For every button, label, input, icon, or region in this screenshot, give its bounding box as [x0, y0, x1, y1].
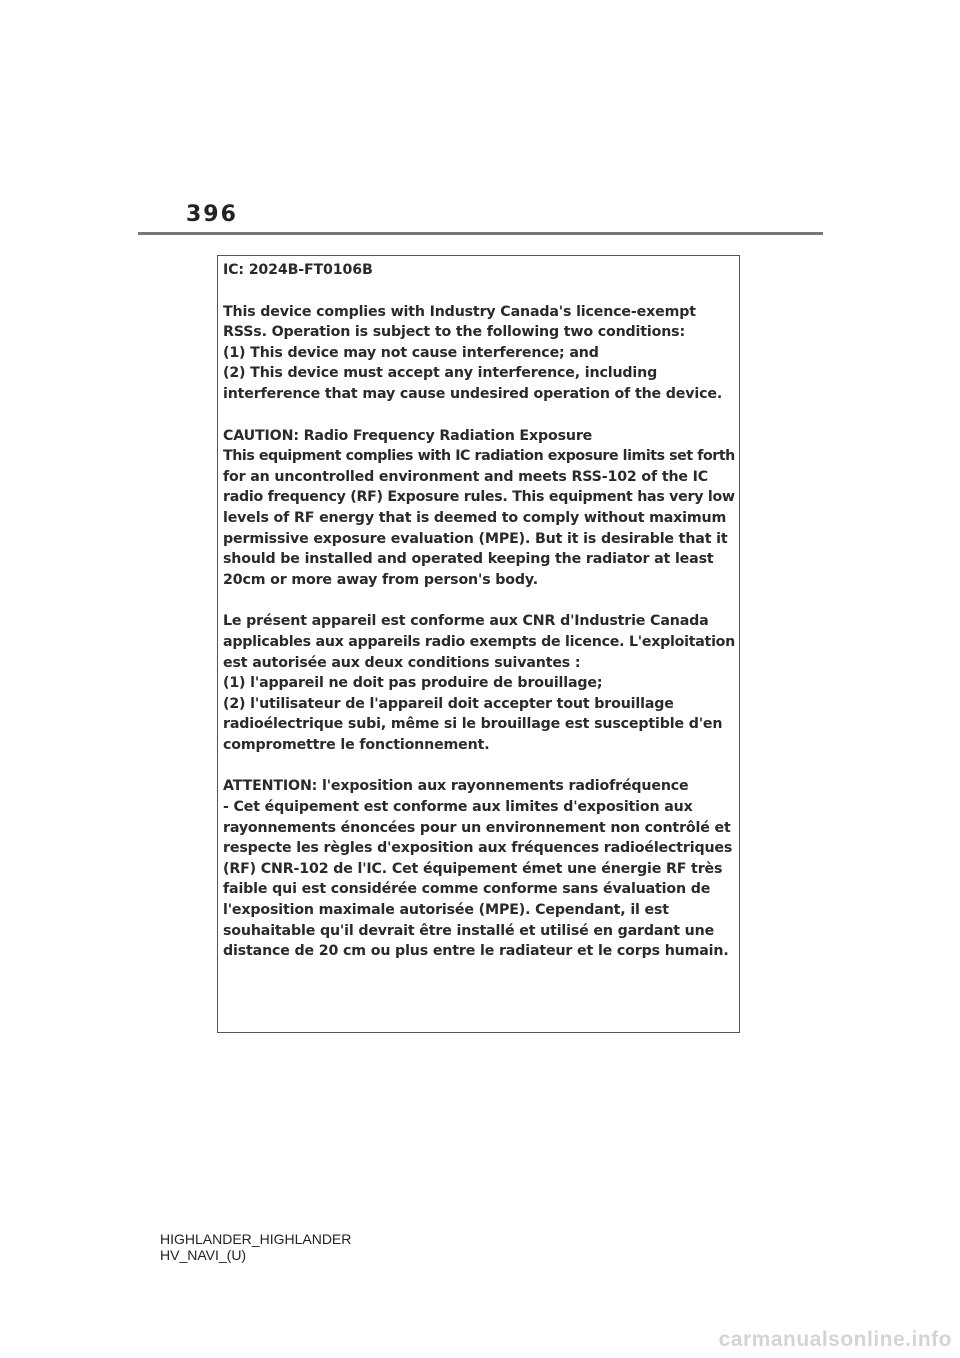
notice-line: permissive exposure evaluation (MPE). But it is desirable that it [223, 530, 728, 547]
notice-line: (1) l'appareil ne doit pas produire de brouillage; [223, 675, 603, 692]
notice-line: l'exposition maximale autorisée (MPE). Cependant, il est [223, 902, 669, 919]
notice-line: levels of RF energy that is deemed to comply without maximum [223, 509, 727, 526]
notice-line: faible qui est considérée comme conforme sans évaluation de [223, 881, 711, 898]
notice-paragraph [223, 260, 735, 281]
notice-line: (2) l'utilisateur de l'appareil doit accepter tout brouillage [223, 695, 674, 712]
notice-line: ATTENTION: l'exposition aux rayonnements radiofréquence [223, 778, 689, 795]
notice-line: This device complies with Industry Canada's licence-exempt [223, 303, 696, 320]
notice-paragraph [223, 776, 735, 961]
notice-line: 20cm or more away from person's body. [223, 571, 538, 588]
notice-line: Le présent appareil est conforme aux CNR d'Industrie Canada [223, 613, 709, 630]
notice-line: radio frequency (RF) Exposure rules. This equipment has very low [223, 489, 735, 506]
footer-model-line-2: HV_NAVI_(U) [160, 1247, 247, 1263]
notice-line: RSSs. Operation is subject to the following two conditions: [223, 324, 685, 341]
watermark: carmanualsonline.info [718, 1328, 952, 1351]
page-number: 396 [186, 202, 238, 227]
notice-line: IC: 2024B-FT0106B [223, 262, 373, 278]
notice-line: interference that may cause undesired operation of the device. [223, 385, 723, 402]
notice-line: (1) This device may not cause interference; and [223, 344, 599, 361]
notice-line: CAUTION: Radio Frequency Radiation Exposure [223, 427, 593, 444]
notice-paragraph [223, 426, 735, 591]
notice-line: should be installed and operated keeping the radiator at least [223, 551, 714, 568]
notice-line: rayonnements énoncées pour un environnement non contrôlé et [223, 819, 731, 836]
notice-paragraph [223, 302, 735, 405]
notice-line: distance de 20 cm ou plus entre le radiateur et le corps humain. [223, 943, 729, 960]
notice-line: - Cet équipement est conforme aux limites d'exposition aux [223, 799, 693, 816]
notice-line: This equipment complies with IC radiation exposure limits set forth [223, 448, 735, 465]
regulatory-notice-box [217, 255, 740, 1033]
footer-model-line-1: HIGHLANDER_HIGHLANDER [160, 1231, 352, 1247]
notice-line: est autorisée aux deux conditions suivantes : [223, 654, 581, 671]
notice-line: applicables aux appareils radio exempts de licence. L'exploitation [223, 633, 736, 650]
header-divider [138, 232, 823, 235]
notice-line: radioélectrique subi, même si le brouillage est susceptible d'en [223, 716, 723, 733]
notice-line: for an uncontrolled environment and meets RSS-102 of the IC [223, 468, 709, 485]
notice-paragraph [223, 611, 735, 755]
notice-line: (RF) CNR-102 de l'IC. Cet équipement émet une énergie RF très [223, 860, 723, 877]
notice-line: compromettre le fonctionnement. [223, 736, 490, 753]
notice-line: souhaitable qu'il devrait être installé et utilisé en gardant une [223, 922, 715, 939]
notice-line: (2) This device must accept any interference, including [223, 365, 658, 382]
notice-line: respecte les règles d'exposition aux fréquences radioélectriques [223, 840, 733, 857]
